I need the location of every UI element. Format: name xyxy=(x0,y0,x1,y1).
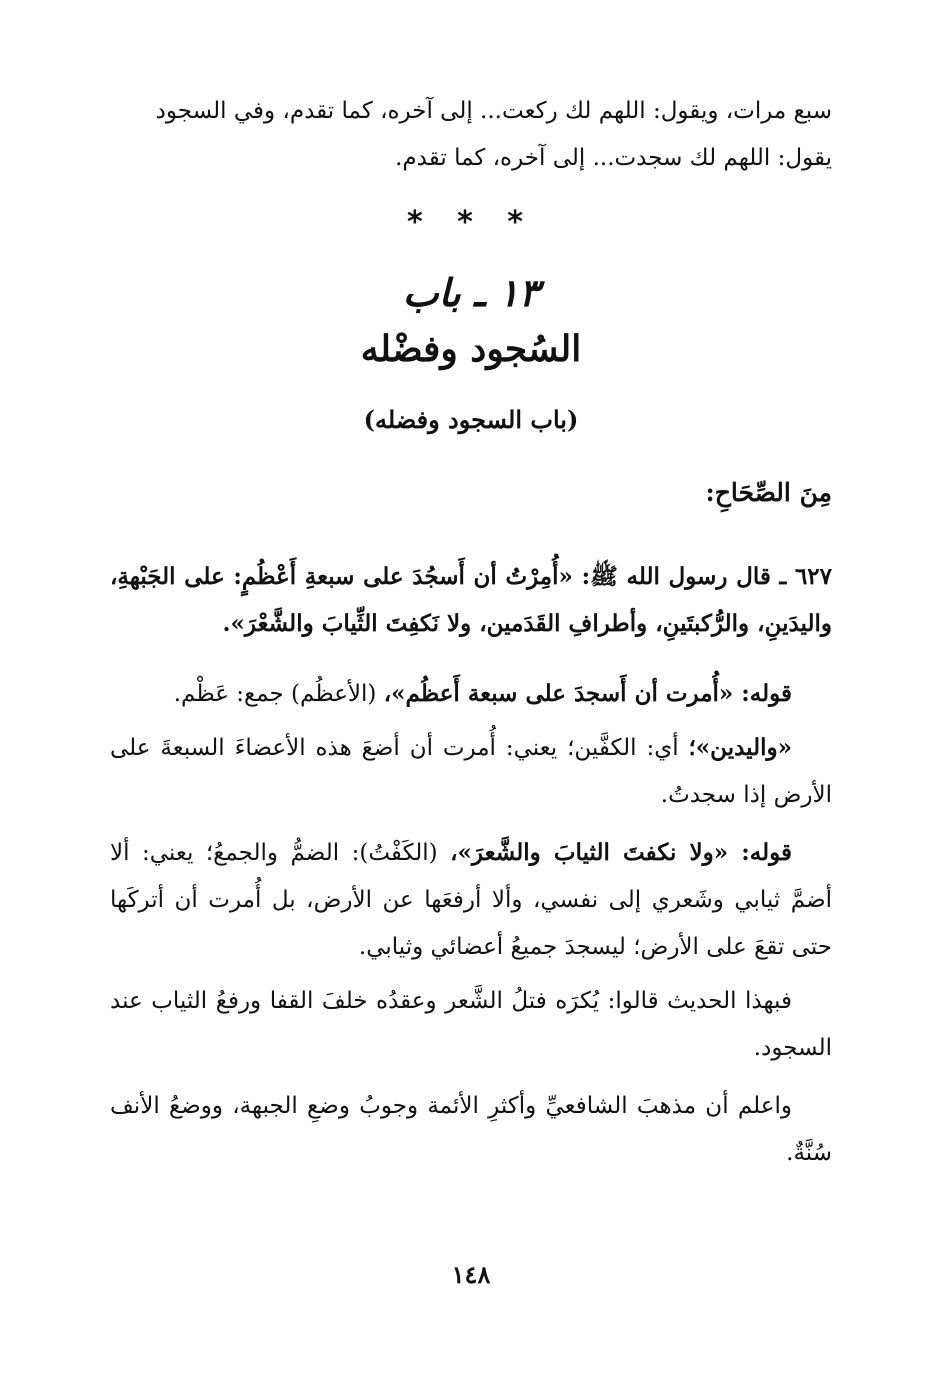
commentary-rest-4: فبهذا الحديث قالوا: يُكرَه فتلُ الشَّعر وعقدُه خلفَ القفا ورفعُ الثياب عند السجود. xyxy=(110,988,832,1061)
commentary-rest-2: أي: الكفَّين؛ يعني: أُمرت أن أضعَ هذه الأعضاءَ السبعةَ على الأرض إذا سجدتُ. xyxy=(110,735,832,808)
chapter-number: ١٣ ـ باب xyxy=(402,270,540,315)
top-paragraph xyxy=(110,88,832,182)
commentary-rest-5: واعلم أن مذهبَ الشافعيِّ وأكثرِ الأئمة وجوبُ وضعِ الجبهة، ووضعُ الأنف سُنَّةٌ. xyxy=(110,1093,832,1166)
commentary-paragraph-4 xyxy=(110,977,832,1072)
hadith-number: ٦٢٧ ـ xyxy=(779,563,833,590)
hadith-block xyxy=(110,553,832,647)
hadith-text xyxy=(110,553,832,647)
commentary-rest-3: (الكَفْتُ): الضمُّ والجمعُ؛ يعني: ألا أضمَّ ثيابي وشَعري إلى نفسي، وألا أرفعَها عن الأرض، بل أُمرت أن أتركَها حتى تقعَ على الأرض؛ ليسجدَ جميعُ أعضائي وثيابي. xyxy=(110,840,832,960)
commentary-lead-3: قوله: «ولا نكفتَ الثيابَ والشَّعرَ»، xyxy=(450,839,792,866)
commentary-block xyxy=(110,670,832,1177)
commentary-paragraph-5 xyxy=(110,1082,832,1177)
commentary-lead-2: «واليدين»؛ xyxy=(688,734,792,761)
top-paragraph-line-2: يقول: اللهم لك سجدت... إلى آخره، كما تقدم. xyxy=(395,145,832,171)
chapter-subtitle: (باب السجود وفضله) xyxy=(363,405,579,434)
page-number: ١٤٨ xyxy=(451,1260,491,1289)
commentary-lead-1: قوله: «أُمرت أن أَسجدَ على سبعة أَعظُم»، xyxy=(383,680,792,707)
hadith-quote: «أُمِرْتُ أن أَسجُدَ على سبعةِ أَعْظُمٍ: على الجَبْهةِ، واليدَينِ، والرُّكبتَينِ، وأطرافِ القَدَمين، ولا نَكفِتَ الثِّيابَ والشَّعْرَ». xyxy=(110,563,832,637)
top-paragraph-line-1: سبع مرات، ويقول: اللهم لك ركعت... إلى آخره، كما تقدم، وفي السجود xyxy=(155,98,832,124)
chapter-title: السُجود وفضْله xyxy=(360,328,582,370)
commentary-paragraph-1 xyxy=(110,670,832,718)
section-separator: * * * xyxy=(407,205,535,240)
commentary-rest-1: (الأعظُم) جمع: عَظْم. xyxy=(173,681,384,707)
commentary-paragraph-3 xyxy=(110,829,832,971)
section-label: مِنَ الصِّحَاحِ: xyxy=(705,478,832,507)
hadith-intro: قال رسول الله ﷺ: xyxy=(581,563,771,590)
commentary-paragraph-2 xyxy=(110,724,832,819)
